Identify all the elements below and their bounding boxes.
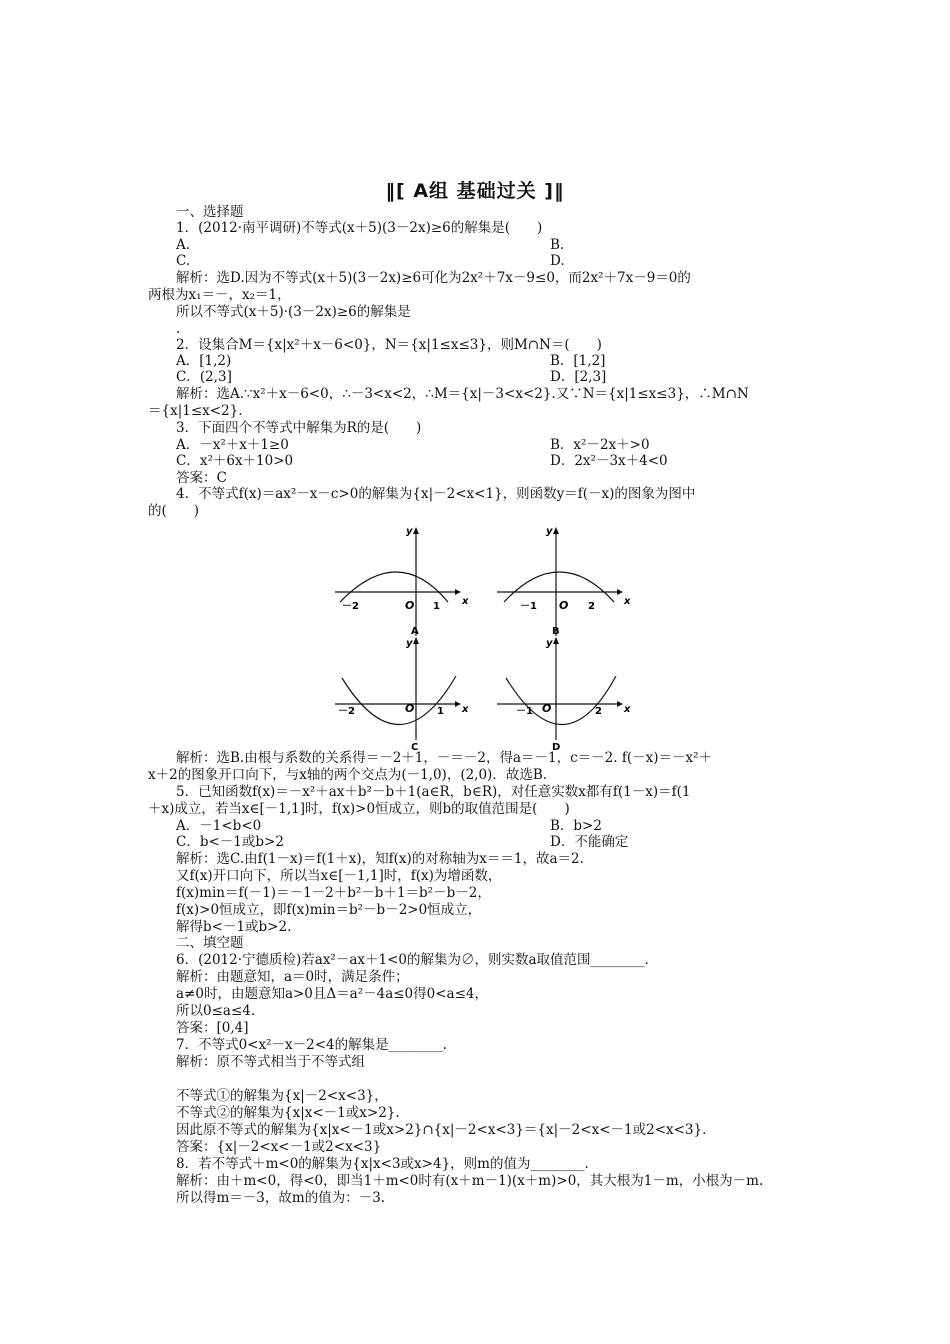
graph-a-tick-right: 1 [433, 601, 440, 612]
text-line: 所以得m＝－3，故m的值为：－3. [176, 1190, 386, 1206]
option-line: B．x²－2x＋>0 [550, 437, 650, 453]
option-line: D．[2,3] [550, 369, 607, 385]
text-line: 答案：C [176, 470, 227, 486]
text-line: 所以0≤a≤4. [176, 1003, 256, 1019]
graph-c-y-label: y [406, 638, 413, 649]
graph-d-x-label: x [624, 704, 631, 715]
text-line: 1．(2012·南平调研)不等式(x＋5)(3－2x)≥6的解集是( ) [176, 220, 543, 236]
text-line: 解得b<－1或b>2. [176, 919, 292, 935]
text-line: 3．下面四个不等式中解集为R的是( ) [176, 420, 422, 436]
graph-c-tick-right: 1 [437, 706, 444, 717]
text-line: 解析：选C.由f(1－x)＝f(1＋x)，知f(x)的对称轴为x＝＝1，故a＝2. [176, 851, 584, 867]
text-line: 答案：[0,4] [176, 1020, 249, 1036]
text-line: 6．(2012·宁德质检)若ax²－ax＋1<0的解集为∅，则实数a取值范围________. [176, 952, 649, 968]
option-line: B．[1,2] [550, 353, 606, 369]
graph-c-label: C [411, 742, 419, 752]
text-line: 解析：选A.∵x²＋x－6<0，∴－3<x<2，∴M＝{x|－3<x<2}.又∵N＝{x|1≤x≤3}，∴M∩N [176, 386, 749, 402]
text-line: 不等式②的解集为{x|x<－1或x>2}. [176, 1105, 400, 1121]
graph-b-y-label: y [546, 526, 553, 537]
graph-b-origin: O [559, 599, 569, 612]
option-line: B．b>2 [550, 818, 602, 834]
graph-d-label: D [552, 742, 561, 752]
option-line: D．不能确定 [550, 834, 629, 850]
text-line: C．b<－1或b>2 [176, 834, 284, 850]
graph-a-x-label: x [462, 596, 469, 607]
graph-d-tick-left: －1 [516, 706, 533, 717]
text-line: ＝{x|1≤x<2}. [148, 403, 243, 419]
text-line: C．(2,3] [176, 369, 232, 385]
text-line: 解析：由题意知，a＝0时，满足条件； [176, 969, 409, 985]
text-line: f(x)min＝f(－1)＝－1－2＋b²－b＋1＝b²－b－2， [176, 885, 491, 901]
graph-b-label: B [552, 626, 560, 637]
graph-b [492, 522, 632, 640]
text-line: 答案：{x|－2<x<－1或2<x<3} [176, 1139, 382, 1155]
text-line: a≠0时，由题意知a>0且Δ＝a²－4a≤0得0<a≤4， [176, 986, 488, 1002]
text-line: 不等式①的解集为{x|－2<x<3}， [176, 1088, 388, 1104]
text-line: A．－x²＋x＋1≥0 [176, 437, 289, 453]
graph-a-y-label: y [406, 526, 413, 537]
graph-d-tick-right: 2 [595, 706, 602, 717]
graph-a-tick-left: －2 [342, 601, 359, 612]
graph-d [492, 632, 632, 752]
text-line: 7．不等式0<x²－x－2<4的解集是________. [176, 1037, 447, 1053]
text-line: 5．已知函数f(x)＝－x²＋ax＋b²－b＋1(a∈R，b∈R)，对任意实数x都有f(1－x)＝f(1 [176, 784, 691, 800]
text-line: . [176, 321, 181, 337]
text-line: 二、填空题 [176, 935, 244, 951]
text-line: 解析：由＋m<0，得<0，即当1＋m<0时有(x＋m－1)(x＋m)>0，其大根为1－m，小根为－m. [176, 1173, 764, 1189]
graph-c-tick-left: －2 [338, 706, 355, 717]
text-line: 4．不等式f(x)＝ax²－x－c>0的解集为{x|－2<x<1}，则函数y＝f(－x)的图象为图中 [176, 486, 696, 502]
text-line: 因此原不等式的解集为{x|x<－1或x>2}∩{x|－2<x<3}＝{x|－2<x<－1或2<x<3}. [176, 1122, 707, 1138]
text-line: 解析：选B.由根与系数的关系得＝－2＋1，－＝－2，得a＝－1，c＝－2. f(－x)＝－x²＋ [176, 750, 713, 766]
graph-b-x-label: x [624, 596, 631, 607]
graph-a-origin: O [405, 599, 415, 612]
graph-d-origin: O [542, 702, 552, 715]
option-line: D. [550, 253, 565, 269]
text-line: 解析：原不等式相当于不等式组 [176, 1054, 365, 1070]
graph-b-tick-left: －1 [520, 601, 537, 612]
graph-a-label: A [411, 626, 419, 637]
graph-a [330, 522, 470, 640]
text-line: f(x)>0恒成立，即f(x)min＝b²－b－2>0恒成立， [176, 902, 482, 918]
graph-c-x-label: x [462, 704, 469, 715]
text-line: C. [176, 253, 191, 269]
graph-c [330, 632, 470, 752]
graph-d-y-label: y [546, 638, 553, 649]
text-line: 两根为x₁＝－，x₂＝1， [148, 287, 291, 303]
text-line: 的( ) [148, 503, 200, 519]
option-line: B. [550, 237, 565, 253]
text-line: A. [176, 237, 191, 253]
text-line: A．[1,2) [176, 353, 232, 369]
option-line: D．2x²－3x＋4<0 [550, 453, 668, 469]
text-line: 所以不等式(x＋5)·(3－2x)≥6的解集是 [176, 304, 411, 320]
graph-c-origin: O [405, 702, 415, 715]
text-line: C．x²＋6x＋10>0 [176, 453, 294, 469]
graph-b-tick-right: 2 [588, 601, 595, 612]
text-line: 解析：选D.因为不等式(x＋5)(3－2x)≥6可化为2x²＋7x－9≤0，而2x²＋7x－9＝0的 [176, 270, 691, 286]
text-line: 又f(x)开口向下，所以当x∈[－1,1]时，f(x)为增函数， [176, 868, 502, 884]
section-title: ‖[ A组 基础过关 ]‖ [385, 180, 565, 202]
text-line: 8．若不等式＋m<0的解集为{x|x<3或x>4}，则m的值为________. [176, 1156, 589, 1172]
text-line: 2．设集合M＝{x|x²＋x－6<0}，N＝{x|1≤x≤3}，则M∩N＝( ) [176, 337, 602, 353]
text-line: A．－1<b<0 [176, 818, 262, 834]
text-line: x＋2的图象开口向下，与x轴的两个交点为(－1,0)，(2,0)．故选B. [148, 767, 548, 783]
text-line: ＋x)成立，若当x∈[－1,1]时，f(x)>0恒成立，则b的取值范围是( ) [148, 801, 570, 817]
text-line: 一、选择题 [176, 204, 244, 220]
